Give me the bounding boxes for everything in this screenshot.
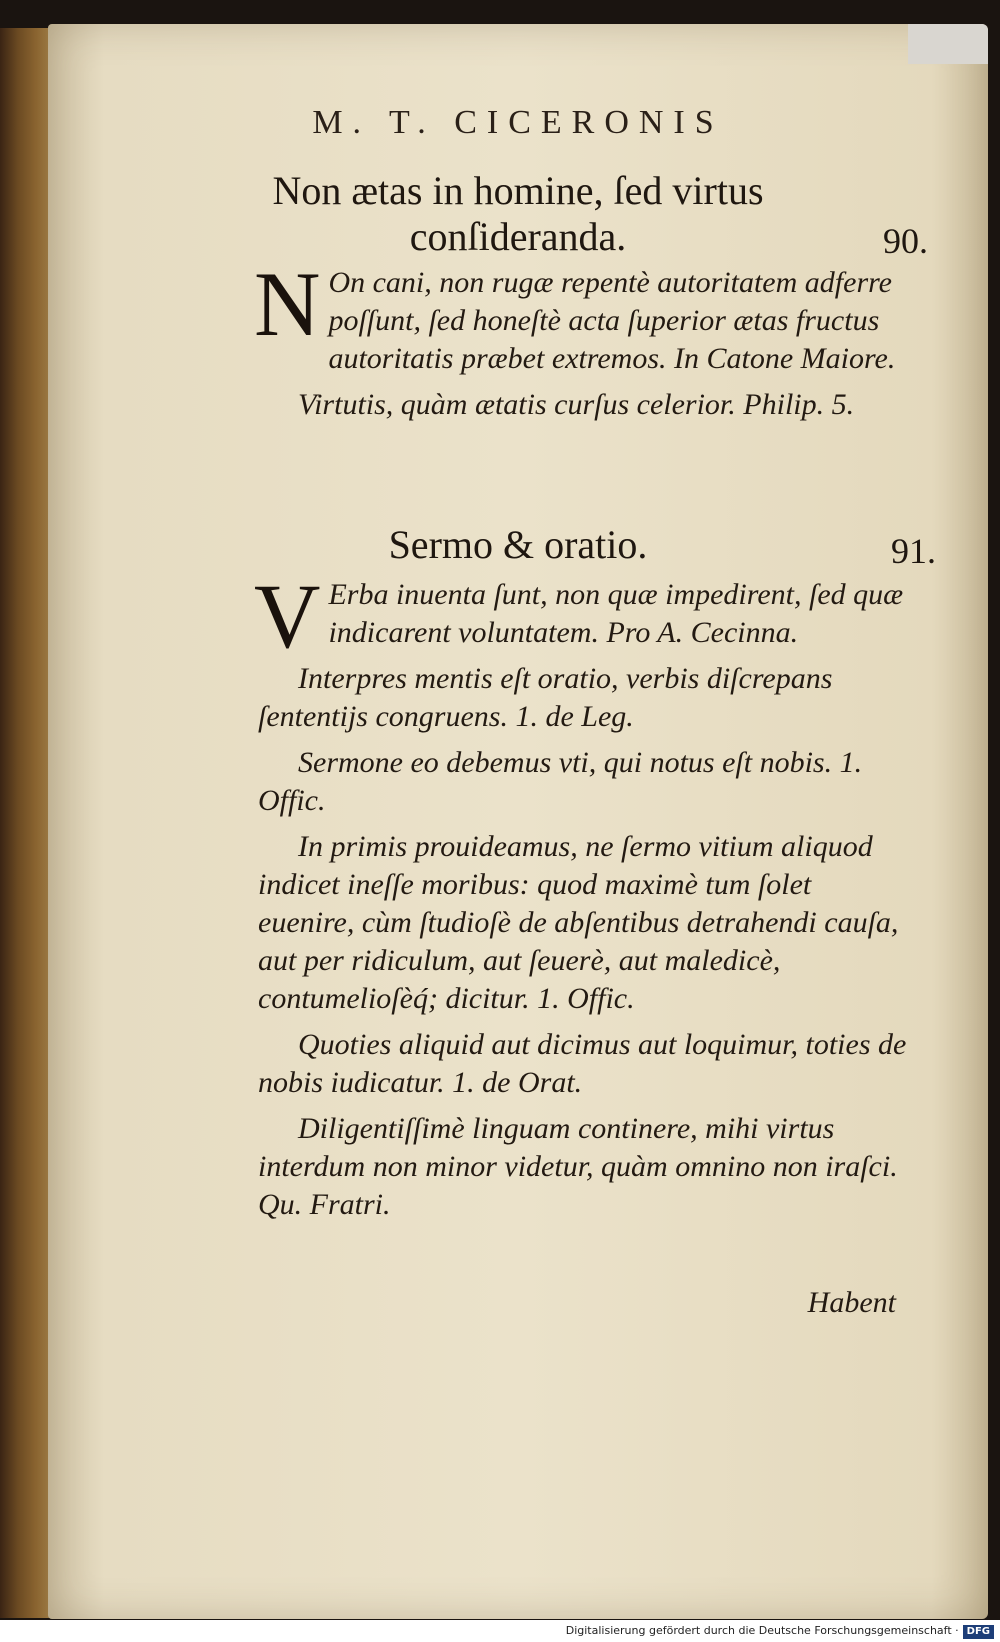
paragraph: In primis prouideamus, ne ſermo vitium aliquod indicet ineſſe moribus: quod maximè tum ſolet euenire, cùm ſtudioſè de abſentibus detrahendi cauſa, aut per ridiculum, aut ſeuerè, aut maledicè, contumelioſèq́; dicitur. 1. Offic. — [258, 830, 899, 1015]
section-heading-90-line2: conſideranda. — [409, 214, 627, 259]
drop-capital: V — [254, 565, 321, 667]
footer-text: Digitalisierung gefördert durch die Deutsche Forschungsgemeinschaft · — [565, 1624, 959, 1637]
running-head: M. T. CICERONIS — [312, 104, 724, 141]
paragraph: Diligentiſſimè linguam continere, mihi virtus interdum non minor videtur, quàm omnino non iraſci. Qu. Fratri. — [258, 1112, 898, 1221]
paragraph: Virtutis, quàm ætatis curſus celerior. Philip. 5. — [298, 388, 855, 421]
section-91-body — [254, 565, 908, 1232]
paragraph — [254, 565, 908, 667]
catchword: Habent — [807, 1286, 896, 1319]
page-corner — [908, 24, 988, 64]
paragraph-text: Erba inuenta ſunt, non quæ impedirent, ſed quæ indicarent voluntatem. Pro A. Cecinna. — [328, 578, 904, 649]
section-number-91: 91. — [891, 531, 936, 571]
section-heading-91: Sermo & oratio. — [388, 522, 648, 567]
drop-capital: N — [254, 253, 321, 355]
paragraph: Interpres mentis eſt oratio, verbis diſcrepans ſententijs congruens. 1. de Leg. — [258, 662, 833, 733]
book-page — [48, 24, 988, 1619]
paragraph-text: On cani, non rugæ repentè autoritatem adferre poſſunt, ſed honeſtè acta ſuperior ætas fructus autoritatis præbet extremos. In Catone Maiore. — [328, 266, 896, 375]
dfg-logo: DFG — [963, 1625, 994, 1639]
paragraph — [254, 253, 908, 378]
section-90-body — [254, 253, 908, 432]
paragraph: Quoties aliquid aut dicimus aut loquimur, toties de nobis iudicatur. 1. de Orat. — [258, 1028, 907, 1099]
section-number-90: 90. — [883, 221, 928, 261]
footer-bar — [0, 1620, 1000, 1642]
paragraph: Sermone eo debemus vti, qui notus eſt nobis. 1. Offic. — [258, 746, 863, 817]
section-heading-90-line1: Non ætas in homine, ſed virtus — [272, 168, 764, 213]
